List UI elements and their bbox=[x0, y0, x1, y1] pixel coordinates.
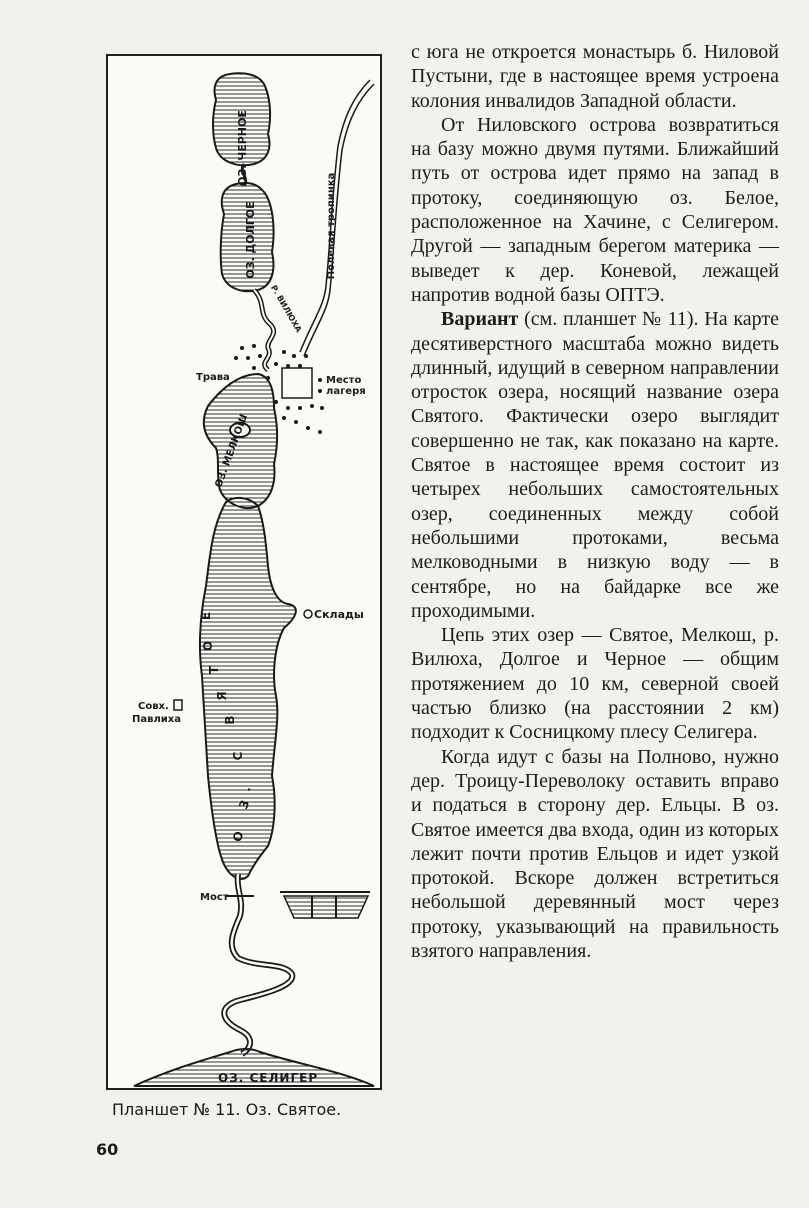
svg-text:О: О bbox=[229, 829, 247, 844]
lake-svyatoe-shape bbox=[200, 498, 296, 879]
camp-square bbox=[282, 368, 312, 398]
paragraph-3-body: (см. планшет № 11). На карте десятиверстного масштаба можно видеть длинный, идущий в северном направлении отросток озера, носящий название озера Святого. Фактически озеро выглядит совершенно не так, как показано на карте. Святое в настоящее время состоит из четырех небольших самостоятельных озер, соединенных между собой небольшими протоками, весьма мелководными в низкую воду — в сентябре, но на байдарке все же проходимыми. bbox=[411, 308, 779, 622]
lake-chernoe-label: ОЗ. ЧЕРНОЕ bbox=[236, 110, 249, 186]
variant-heading: Вариант bbox=[441, 308, 519, 331]
lake-map-drawing bbox=[108, 56, 380, 1088]
svg-text:Е: Е bbox=[199, 611, 213, 621]
svg-text:Я: Я bbox=[215, 691, 229, 701]
sovkhoz-label-2: Павлиха bbox=[132, 714, 181, 725]
paragraph-4: Цепь этих озер — Святое, Мелкош, р. Вилюха, Долгое и Черное — общим протяжением до 10 км, северной своей частью близко (на расстоянии 2 км) подходит к Сосницкому плесу Селигера. bbox=[411, 624, 779, 744]
svg-text:О: О bbox=[201, 640, 215, 652]
warehouses-label: Склады bbox=[314, 608, 364, 621]
paragraph-3 bbox=[411, 307, 779, 623]
sovkhoz-label-1: Совх. bbox=[138, 701, 169, 712]
lake-map bbox=[106, 54, 382, 1090]
paragraph-2: От Ниловского острова возвратиться на базу можно двумя путями. Ближайший путь от острова идет прямо на запад в протоку, соединяющую оз. Белое, расположенное на Хачине, с Селигером. Другой — западным берегом материка — выведет к дер. Коневой, лежащей напротив водной базы ОПТЭ. bbox=[411, 113, 779, 306]
field-path-label: Полевая тропинка bbox=[326, 172, 337, 280]
camp-place-label-2: лагеря bbox=[326, 386, 366, 397]
svg-text:С: С bbox=[231, 751, 245, 761]
bridge-label: Мост bbox=[200, 892, 229, 903]
svg-text:З: З bbox=[236, 798, 253, 812]
lake-seliger-label: ОЗ. СЕЛИГЕР bbox=[218, 1071, 319, 1085]
lake-melkosh-label: ОЗ. МЕЛКОШ bbox=[213, 413, 250, 490]
svg-text:.: . bbox=[238, 784, 254, 794]
lake-dolgoe-label: ОЗ. ДОЛГОЕ bbox=[244, 201, 257, 279]
page-number: 60 bbox=[96, 1140, 119, 1159]
river-vilyuha-label: Р. ВИЛЮХА bbox=[269, 283, 304, 334]
map-caption: Планшет № 11. Оз. Святое. bbox=[112, 1100, 342, 1119]
camp-place-label-1: Место bbox=[326, 375, 362, 386]
svg-text:В: В bbox=[223, 715, 237, 725]
paragraph-5: Когда идут с базы на Полново, нужно дер. Троицу-Переволоку оставить вправо и податься в сторону дер. Ельцы. В оз. Святое имеется два входа, один из которых лежит почти против Ельцов и идет узкой протокой. Вскоре должен встретиться небольшой деревянный мост через протоку, указывающий на правильность взятого направления. bbox=[411, 745, 779, 962]
paragraph-1: с юга не откроется монастырь б. Ниловой Пустыни, где в настоящее время устроена колония инвалидов Западной области. bbox=[411, 41, 779, 112]
bridge-diagram bbox=[280, 892, 370, 918]
grass-label: Трава bbox=[196, 372, 230, 383]
main-text bbox=[411, 40, 779, 963]
svg-text:Т: Т bbox=[207, 665, 221, 675]
